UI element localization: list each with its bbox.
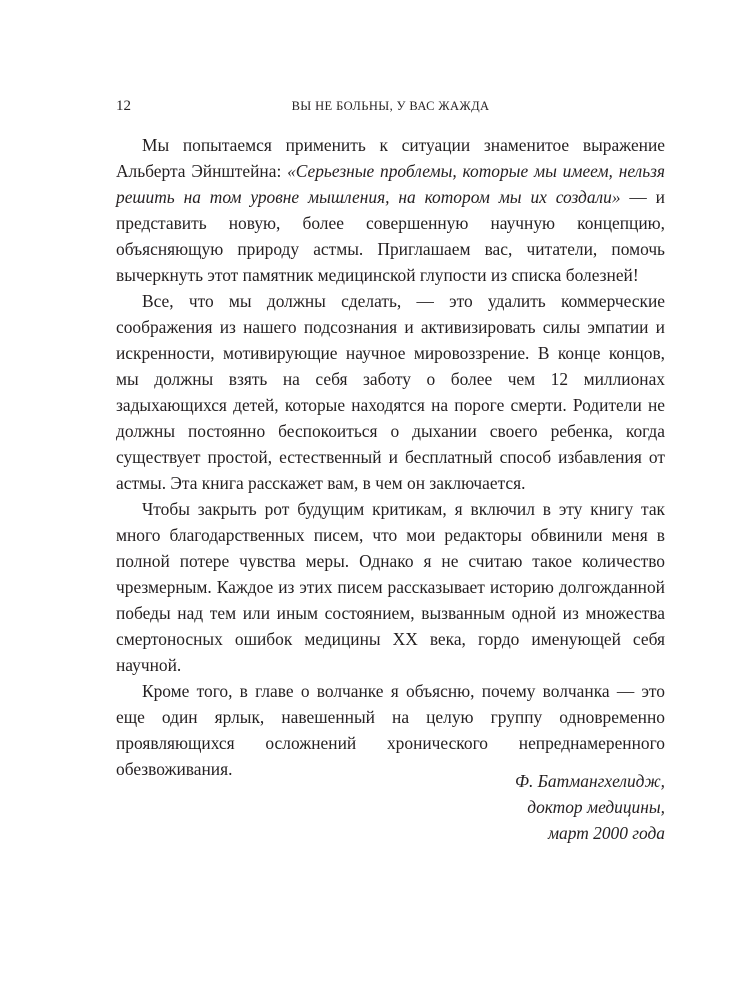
signature-title: доктор медицины, bbox=[527, 797, 665, 817]
paragraph-1 bbox=[116, 132, 665, 288]
paragraph-3: Чтобы закрыть рот будущим критикам, я включил в эту книгу так много благодарственных писем, что мои редакторы обвинили меня в полной потере чувства меры. Однако я не считаю такое количество чрезмерным. Каждое из этих писем рассказывает историю долгожданной победы над тем или иным состоянием, вызванным одной из множества смертоносных ошибок медицины XX века, гордо именующей себя научной. bbox=[116, 499, 665, 675]
signature-name: Ф. Батмангхелидж, bbox=[514, 771, 665, 791]
paragraph-4: Кроме того, в главе о волчанке я объясню, почему волчанка — это еще один ярлык, навешенный на целую группу одновременно проявляющихся осложнений хронического непреднамеренного обезвоживания. bbox=[116, 681, 665, 779]
running-title: ВЫ НЕ БОЛЬНЫ, У ВАС ЖАЖДА bbox=[291, 99, 490, 113]
paragraph-2: Все, что мы должны сделать, — это удалить коммерческие соображения из нашего подсознания и активизировать силы эмпатии и искренности, мотивирующие научное мировоззрение. В конце концов, мы должны взять на себя заботу о более чем 12 миллионах задыхающихся детей, которые находятся на пороге смерти. Родители не должны постоянно беспокоиться о дыхании своего ребенка, когда существует простой, естественный и бесплатный способ избавления от астмы. Эта книга расскажет вам, в чем он заключается. bbox=[116, 291, 665, 493]
paragraph-1-lead: Мы попытаемся применить к ситуации знаменитое выражение Альберта Эйнштейна: bbox=[116, 135, 665, 181]
paragraph-1-rest: — и представить новую, более совершенную научную концепцию, объясняющую природу астмы. Приглашаем вас, читатели, помочь вычеркнуть этот памятник медицинской глупости из списка болезней! bbox=[116, 187, 665, 285]
author-signature bbox=[515, 768, 665, 846]
page-number: 12 bbox=[116, 98, 131, 114]
signature-date: март 2000 года bbox=[547, 823, 665, 843]
einstein-quote: «Серьезные проблемы, которые мы имеем, нельзя решить на том уровне мышления, на котором мы их создали» bbox=[116, 161, 665, 207]
body-text bbox=[116, 132, 665, 782]
page-header bbox=[116, 96, 665, 116]
